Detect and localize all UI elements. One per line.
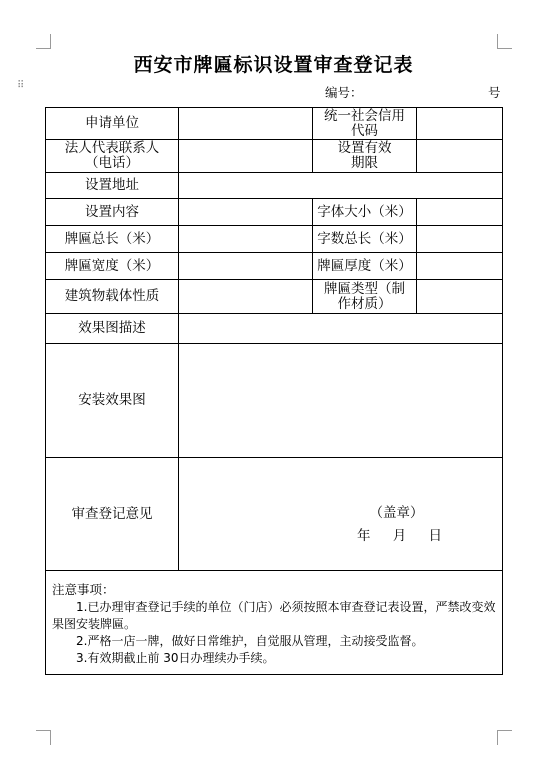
thickness-value-cell[interactable] xyxy=(417,253,503,280)
serial-number-label: 编号： xyxy=(325,85,363,100)
width-value-cell[interactable] xyxy=(179,253,313,280)
legal-rep-value-cell[interactable] xyxy=(179,140,313,173)
notes-cell xyxy=(46,571,503,675)
table-move-handle-icon[interactable]: ⠿ xyxy=(17,80,26,91)
sign-type-label: 牌匾类型（制作材质） xyxy=(313,280,417,314)
note-item-1: 1.已办理审查登记手续的单位（门店）必须按照本审查登记表设置，严禁改变效果图安装牌匾。 xyxy=(52,600,496,631)
note-item-3: 3.有效期截止前 30日办理续办手续。 xyxy=(76,651,275,665)
registration-form-table xyxy=(45,107,503,675)
page-title: 西安市牌匾标识设置审查登记表 xyxy=(133,54,414,76)
corner-mark-top-right xyxy=(497,34,512,49)
effect-desc-value-cell[interactable] xyxy=(179,314,503,344)
legal-rep-label: 法人代表联系人（电话） xyxy=(46,140,179,173)
note-item-2: 2.严格一店一牌，做好日常维护，自觉服从管理，主动接受监督。 xyxy=(76,634,424,648)
font-size-label: 字体大小（米） xyxy=(313,199,417,226)
valid-period-label: 设置有效期限 xyxy=(313,140,417,173)
applicant-value-cell[interactable] xyxy=(179,108,313,140)
address-value-cell[interactable] xyxy=(179,173,503,199)
applicant-label: 申请单位 xyxy=(46,108,179,140)
valid-period-value-cell[interactable] xyxy=(417,140,503,173)
serial-number-suffix: 号 xyxy=(488,85,501,100)
total-length-value-cell[interactable] xyxy=(179,226,313,253)
content-label: 设置内容 xyxy=(46,199,179,226)
building-nature-value-cell[interactable] xyxy=(179,280,313,314)
width-label: 牌匾宽度（米） xyxy=(46,253,179,280)
review-opinion-label: 审查登记意见 xyxy=(46,458,179,571)
total-length-label: 牌匾总长（米） xyxy=(46,226,179,253)
review-opinion-cell[interactable] xyxy=(179,458,503,571)
credit-code-value-cell[interactable] xyxy=(417,108,503,140)
notes-heading: 注意事项： xyxy=(52,582,115,597)
seal-placeholder: （盖章） xyxy=(369,505,424,521)
install-effect-image-cell[interactable] xyxy=(179,344,503,458)
char-count-value-cell[interactable] xyxy=(417,226,503,253)
date-line: 年 月 日 xyxy=(356,528,443,544)
corner-mark-bottom-left xyxy=(36,730,51,745)
corner-mark-top-left xyxy=(36,34,51,49)
address-label: 设置地址 xyxy=(46,173,179,199)
thickness-label: 牌匾厚度（米） xyxy=(313,253,417,280)
corner-mark-bottom-right xyxy=(497,730,512,745)
font-size-value-cell[interactable] xyxy=(417,199,503,226)
credit-code-label: 统一社会信用代码 xyxy=(313,108,417,140)
sign-type-value-cell[interactable] xyxy=(417,280,503,314)
char-count-label: 字数总长（米） xyxy=(313,226,417,253)
content-value-cell[interactable] xyxy=(179,199,313,226)
effect-desc-label: 效果图描述 xyxy=(46,314,179,344)
building-nature-label: 建筑物载体性质 xyxy=(46,280,179,314)
install-effect-label: 安装效果图 xyxy=(46,344,179,458)
